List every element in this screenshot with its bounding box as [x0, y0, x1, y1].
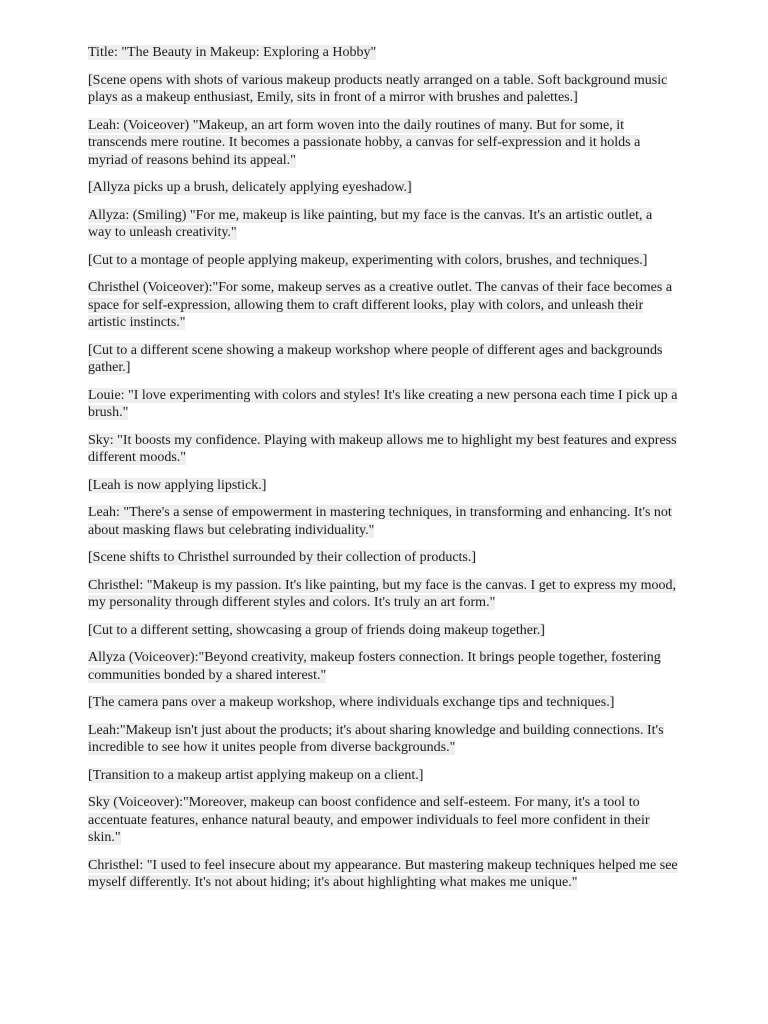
- paragraph-text: [Leah is now applying lipstick.]: [88, 477, 267, 493]
- dialogue-line: [88, 432, 678, 467]
- dialogue-line: [88, 794, 678, 847]
- dialogue-line: [88, 649, 678, 684]
- paragraph-text: [Transition to a makeup artist applying makeup on a client.]: [88, 767, 424, 783]
- paragraph-text: Sky (Voiceover):"Moreover, makeup can boost confidence and self-esteem. For many, it's a tool to accentuate features, enhance natural beauty, and empower individuals to feel more confident in their skin.": [88, 795, 650, 845]
- dialogue-line: [88, 722, 678, 757]
- paragraph-text: [Scene opens with shots of various makeup products neatly arranged on a table. Soft background music plays as a makeup enthusiast, Emily, sits in front of a mirror with brushes and palettes.]: [88, 72, 668, 105]
- stage-direction: [88, 549, 678, 567]
- paragraph-text: [Cut to a different scene showing a makeup workshop where people of different ages and backgrounds gather.]: [88, 342, 663, 375]
- stage-direction: [88, 252, 678, 270]
- stage-direction: [88, 179, 678, 197]
- dialogue-line: [88, 387, 678, 422]
- paragraph-text: Christhel: "Makeup is my passion. It's like painting, but my face is the canvas. I get to express my mood, my personality through different styles and colors. It's truly an art form.": [88, 577, 676, 610]
- stage-direction: [88, 622, 678, 640]
- script-title: [88, 44, 678, 62]
- paragraph-text: [Cut to a montage of people applying makeup, experimenting with colors, brushes, and techniques.]: [88, 252, 648, 268]
- paragraph-text: Leah: (Voiceover) "Makeup, an art form woven into the daily routines of many. But for some, it transcends mere routine. It becomes a passionate hobby, a canvas for self-expression and it holds a myriad of reasons behind its appeal.": [88, 117, 641, 168]
- paragraph-text: Leah: "There's a sense of empowerment in mastering techniques, in transforming and enhancing. It's not about masking flaws but celebrating individuality.": [88, 505, 672, 538]
- paragraph-text: Title: "The Beauty in Makeup: Exploring a Hobby": [88, 45, 377, 60]
- dialogue-line: [88, 117, 678, 170]
- paragraph-text: Sky: "It boosts my confidence. Playing with makeup allows me to highlight my best features and express different moods.": [88, 432, 677, 465]
- stage-direction: [88, 477, 678, 495]
- stage-direction: [88, 694, 678, 712]
- dialogue-line: [88, 577, 678, 612]
- paragraph-text: [Allyza picks up a brush, delicately applying eyeshadow.]: [88, 180, 412, 195]
- dialogue-line: [88, 207, 678, 242]
- paragraph-text: Allyza (Voiceover):"Beyond creativity, makeup fosters connection. It brings people together, fostering communities bonded by a shared interest.": [88, 650, 661, 683]
- paragraph-text: Louie: "I love experimenting with colors and styles! It's like creating a new persona each time I pick up a brush.": [88, 387, 678, 420]
- stage-direction: [88, 72, 678, 107]
- dialogue-line: [88, 279, 678, 332]
- dialogue-line: [88, 857, 678, 892]
- paragraph-text: [Cut to a different setting, showcasing a group of friends doing makeup together.]: [88, 622, 545, 638]
- dialogue-line: [88, 504, 678, 539]
- paragraph-text: Christhel: "I used to feel insecure about my appearance. But mastering makeup techniques helped me see myself differently. It's not about hiding; it's about highlighting what makes me unique.": [88, 857, 678, 890]
- document-page: [88, 44, 678, 902]
- paragraph-text: Christhel (Voiceover):"For some, makeup serves as a creative outlet. The canvas of their face becomes a space for self-expression, allowing them to craft different looks, play with colors, and unleash their artistic instincts.": [88, 280, 673, 330]
- paragraph-text: Leah:"Makeup isn't just about the products; it's about sharing knowledge and building connections. It's incredible to see how it unites people from diverse backgrounds.": [88, 722, 664, 755]
- stage-direction: [88, 342, 678, 377]
- paragraph-text: Allyza: (Smiling) "For me, makeup is like painting, but my face is the canvas. It's an artistic outlet, a way to unleash creativity.": [88, 207, 653, 240]
- paragraph-text: [The camera pans over a makeup workshop, where individuals exchange tips and techniques.]: [88, 695, 615, 710]
- stage-direction: [88, 767, 678, 785]
- paragraph-text: [Scene shifts to Christhel surrounded by their collection of products.]: [88, 550, 477, 565]
